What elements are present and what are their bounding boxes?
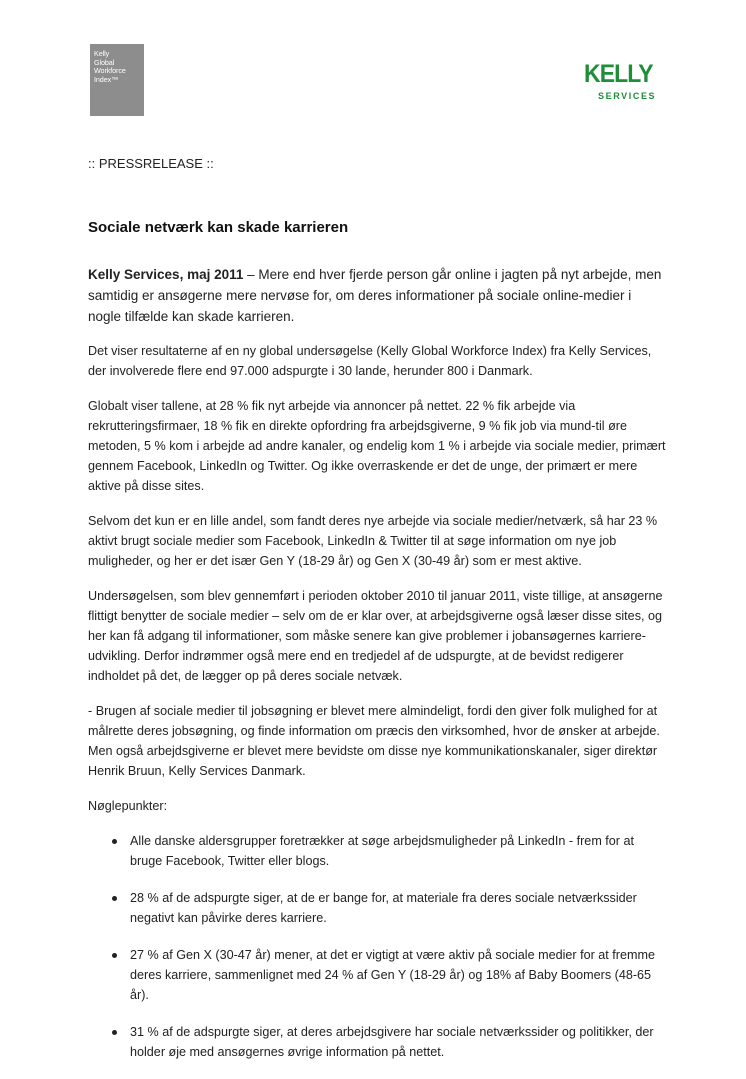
logo-line: Index™: [94, 74, 119, 84]
list-item: [112, 1022, 668, 1062]
paragraph: Selvom det kun er en lille andel, som fandt deres nye arbejde via sociale medier/netværk, så har 23 % aktivt brugt sociale medier som Facebook, LinkedIn & Twitter til at søge information om nye job muligheder, og her er det især Gen Y (18-29 år) og Gen X (30-49 år) som er mest aktive.: [88, 514, 658, 568]
page-title: Sociale netværk kan skade karrieren: [88, 219, 349, 236]
key-points-heading: Nøglepunkter:: [88, 799, 168, 813]
list-item-text: 31 % af de adspurgte siger, at deres arbejdsgivere har sociale netværkssider og politikker, der holder øje med ansøgernes øvrige information på nettet.: [130, 1025, 654, 1059]
list-item-text: 27 % af Gen X (30-47 år) mener, at det er vigtigt at være aktiv på sociale medier for at fremme deres karriere, sammenlignet med 24 % af Gen Y (18-29 år) og 18% af Baby Boomers (48-65 år).: [130, 948, 655, 1002]
press-release-label: :: PRESSRELEASE ::: [88, 156, 214, 171]
paragraph: Det viser resultaterne af en ny global undersøgelse (Kelly Global Workforce Index) fra Kelly Services, der involverede flere end 97.000 adspurgte i 30 lande, herunder 800 i Danmark.: [88, 344, 652, 378]
logo-line: Global: [94, 57, 115, 67]
paragraph: - Brugen af sociale medier til jobsøgning er blevet mere almindeligt, fordi den giver folk mulighed for at målrette deres jobsøgning, og finde information om præcis den virksomhed, hvor de ønsker at arbejde. Men også arbejdsgiverne er blevet mere bevidste om disse nye kommunikationskanaler, siger direktør Henrik Bruun, Kelly Services Danmark.: [88, 704, 660, 778]
list-item-text: Alle danske aldersgrupper foretrækker at søge arbejdsmuligheder på LinkedIn - frem for at bruge Facebook, Twitter eller blogs.: [130, 834, 635, 868]
lead-text: – Mere end hver fjerde person går online i jagten på nyt arbejde, men samtidig er ansøgerne mere nervøse for, om deres informationer på sociale online-medier i nogle tilfælde kan skade karrieren.: [88, 267, 662, 324]
key-points-list: [88, 831, 668, 1062]
kelly-global-workforce-index-logo: [90, 44, 144, 116]
logo-line: Workforce: [94, 66, 126, 76]
list-item: [112, 831, 668, 871]
list-item: [112, 888, 668, 928]
lead-paragraph: [88, 264, 668, 327]
kelly-logo-word: KELLY: [584, 60, 653, 88]
kelly-logo-subtitle: SERVICES: [598, 91, 657, 101]
list-item: [112, 945, 668, 1005]
lead-dateline: Kelly Services, maj 2011: [88, 267, 244, 282]
list-item-text: 28 % af de adspurgte siger, at de er bange for, at materiale fra deres sociale netværkssider negativt kan påvirke deres karriere.: [130, 891, 637, 925]
kelly-services-logo: [580, 60, 664, 104]
article-body: [88, 264, 668, 1079]
paragraph: Globalt viser tallene, at 28 % fik nyt arbejde via annoncer på nettet. 22 % fik arbejde via rekrutteringsfirmaer, 18 % fik en direkte opfordring fra arbejdsgiverne, 9 % fik job via mund-til øre metoden, 5 % kom i arbejde ad andre kanaler, og endelig kom 1 % i arbejde via sociale medier, primært gennem Facebook, LinkedIn og Twitter. Og ikke overraskende er det de unge, der primært er mere aktive på disse sites.: [88, 399, 666, 493]
paragraph: Undersøgelsen, som blev gennemført i perioden oktober 2010 til januar 2011, viste tillige, at ansøgerne flittigt benytter de sociale medier – selv om de er klar over, at arbejdsgiverne også læser disse sites, og her kan få adgang til informationer, som måske senere kan give problemer i jobansøgernes karriere-udvikling. Derfor indrømmer også mere end en tredjedel af de udspurgte, at de bevidst redigerer indholdet på det, de lægger op på deres sociale netvæk.: [88, 589, 663, 683]
logo-line: Kelly: [94, 49, 110, 58]
